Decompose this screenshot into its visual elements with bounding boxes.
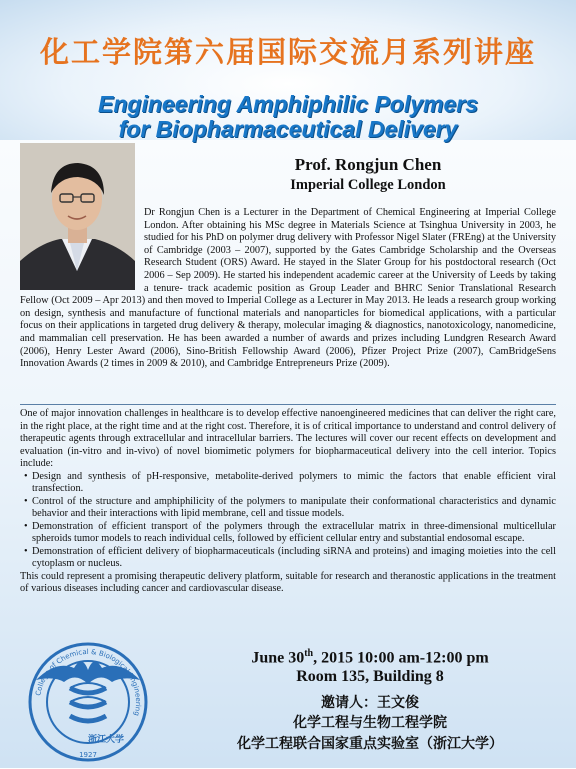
speaker-name: Prof. Rongjun Chen <box>294 155 442 174</box>
college-logo <box>26 640 150 764</box>
abstract-intro: One of major innovation challenges in healthcare is to develop effective nanoengineered medicines that can deliver the right care, in the right place, at the right time and at the right cost. Therefore, it is of critical importance to understand and control delivery of therapeutic agents through extracellular and intracellular barriers. The lectures will cover our recent effects on development and evaluation (in-vitro and in-vivo) of novel biomimetic polymers for biopharmaceutical delivery into the cell interior. Topics include: <box>20 408 556 469</box>
topic-item: • Control of the structure and amphiphilicity of the polymers to manipulate their conformational characteristics and dynamic behavior and their interactions with lipid membrane, cell and tissue models. <box>20 496 556 521</box>
bio-photo-spacer <box>20 207 144 291</box>
host-department: 化学工程与生物工程学院 <box>293 715 447 731</box>
topic-item: • Demonstration of efficient transport of the polymers through the extracellular matrix in three-dimensional multicellular spheroids tumor models to reach individual cells, followed by efficient cellular entry and substantial endosomal escape. <box>20 521 556 546</box>
lecture-series-title: 化工学院第六届国际交流月系列讲座 <box>39 35 536 69</box>
topic-item: • Demonstration of efficient delivery of biopharmaceuticals (including siRNA and proteins) and imaging moieties into the cell cytoplasm or nucleus. <box>20 546 556 571</box>
logo-chinese-text: 浙江大学 <box>87 735 125 745</box>
event-date: June 30 <box>251 649 305 667</box>
logo-ring-text: College of Chemical & Biological Engineering <box>34 647 143 717</box>
event-date-suffix: th <box>304 648 314 659</box>
talk-title-line-1: Engineering Amphiphilic Polymers <box>98 91 478 117</box>
talk-title-line-2: for Biopharmaceutical Delivery <box>118 116 458 142</box>
lecture-abstract <box>20 408 556 596</box>
abstract-conclusion: This could represent a promising therapeutic delivery platform, suitable for research and theranostic applications in the treatment of various diseases including cancer and cardiovascular disease. <box>20 570 556 594</box>
event-datetime <box>190 648 550 667</box>
event-inviter: 邀请人：王文俊 <box>321 695 419 711</box>
host-laboratory: 化学工程联合国家重点实验室（浙江大学） <box>237 736 503 752</box>
speaker-bio <box>20 207 556 371</box>
talk-title <box>0 92 576 142</box>
event-time: , 2015 10:00 am-12:00 pm <box>313 649 489 667</box>
logo-year: 1927 <box>79 751 97 759</box>
topic-list <box>20 471 556 571</box>
section-divider <box>20 404 556 405</box>
event-room: Room 135, Building 8 <box>296 668 444 685</box>
topic-item: • Design and synthesis of pH-responsive, metabolite-derived polymers to mimic the factors that enable efficient viral transfection. <box>20 471 556 496</box>
speaker-affiliation: Imperial College London <box>290 177 446 193</box>
speaker-bio-text: Dr Rongjun Chen is a Lecturer in the Department of Chemical Engineering at Imperial College London. After obtaining his MSc degree in Materials Science at Tsinghua University in 2003, he studied for his PhD on polymer drug delivery with Professor Nigel Slater (FREng) at the University of Cambridge (2003 – 2007), supported by the Gates Cambridge Scholarship and the Overseas Research Student (ORS) Award. He stayed in the Slater Group for his postdoctoral research (Oct 2006 – Sep 2009). He started his independent academic career at the University of Leeds by taking a tenure- track academic position as Group Leader and BHRC Senior Translational Research Fellow (Oct 2009 – Apr 2013) and then moved to Imperial College as a Lecturer in May 2013. He leads a research group working on design, synthesis and manufacture of functional materials and nanoparticles for biomedical applications, with a particular focus on their applications in targeted drug delivery & therapy, molecular imaging & diagnostics, nanotoxicology, nanomedicine, and mammalian cell preservation. He has been awarded a number of awards and prizes including Lundgren Research Award (2006), Henry Lester Award (2006), Sino-British Fellowship Award (2006), Pfizer Project Prize (2007), CamBridgeSens Innovation Awards (2 times in 2009 & 2010), and Cambridge Entrepreneurs Prize (2009). <box>20 207 556 370</box>
